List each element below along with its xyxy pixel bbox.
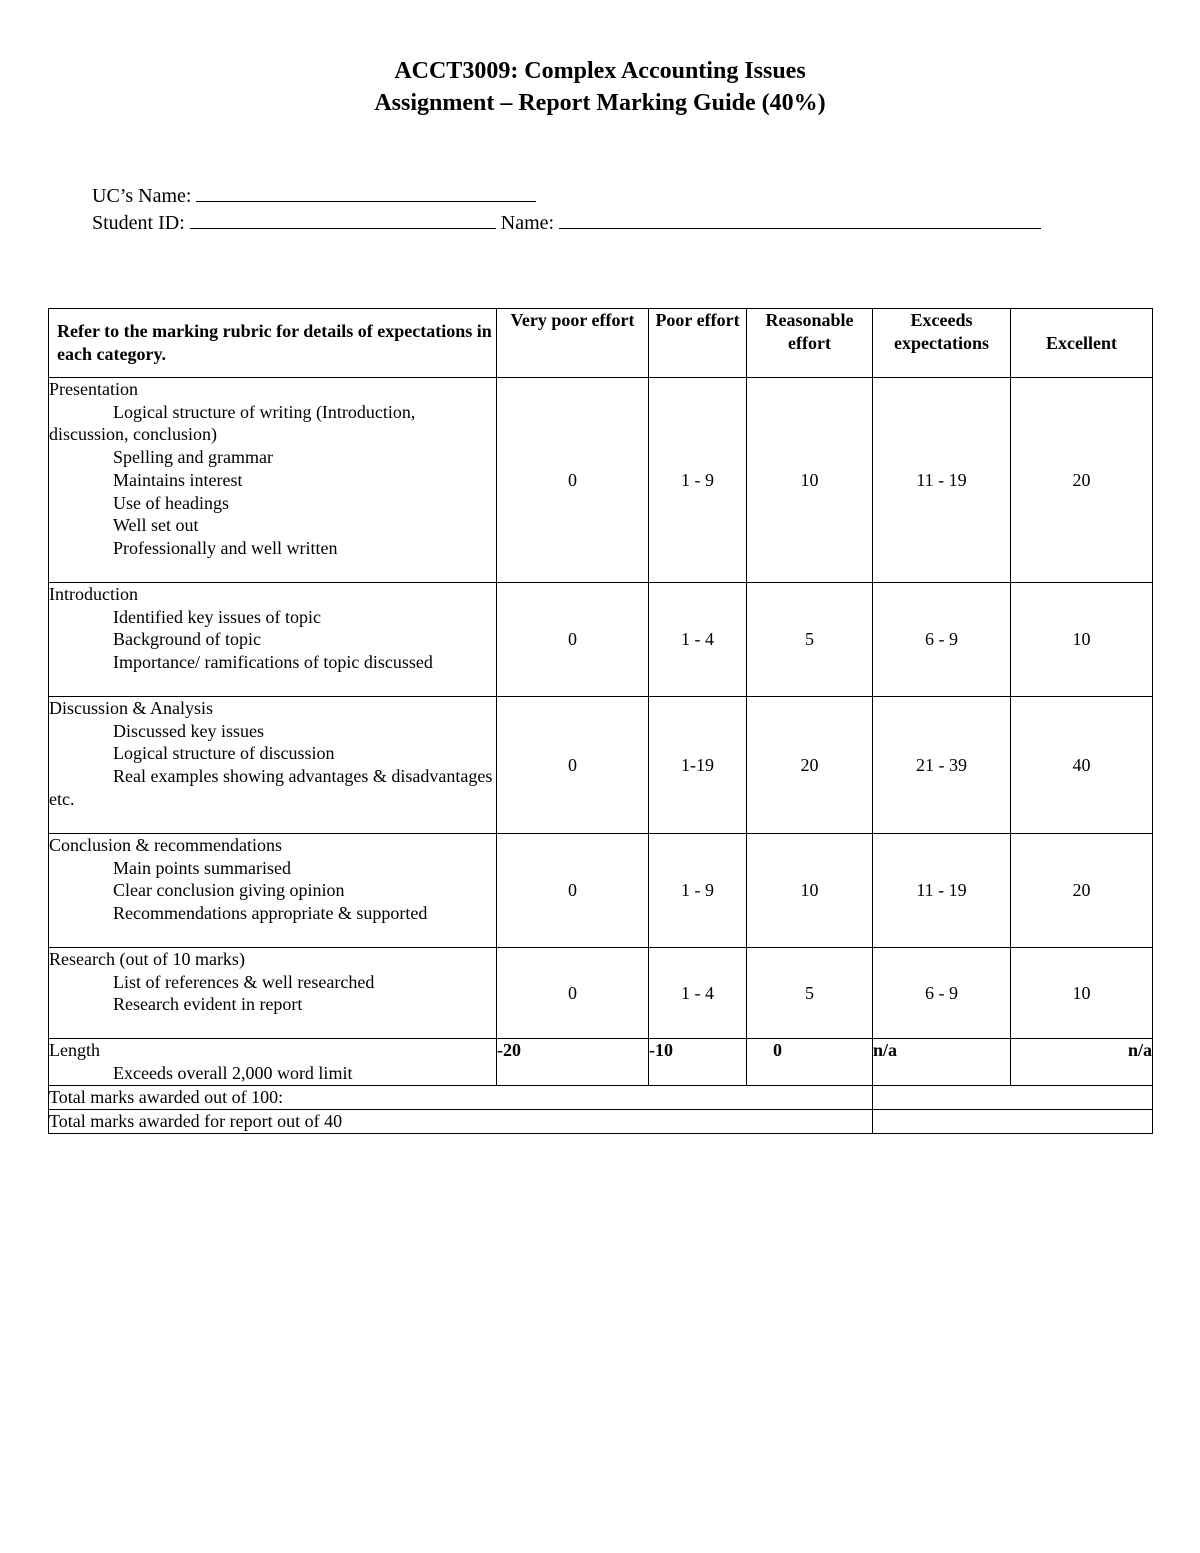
category-label: Length [49,1040,100,1060]
category-label: Discussion & Analysis [49,698,214,718]
mark-cell: 0 [497,834,649,948]
col-very-poor: Very poor effort [497,309,649,378]
category-label: Presentation [49,379,138,399]
criterion-cell [49,378,497,583]
penalty-cell: 0 [747,1039,873,1086]
penalty-cell: n/a [1011,1039,1153,1086]
total-label-40: Total marks awarded for report out of 40 [49,1110,873,1134]
student-id-label: Student ID: [92,212,185,234]
table-row [49,834,1153,948]
criterion-item: Discussed key issues [113,720,264,741]
total-row-100 [49,1086,1153,1110]
student-id-input-line[interactable] [190,208,496,229]
table-row [49,697,1153,834]
mark-cell: 21 - 39 [873,697,1011,834]
mark-cell: 5 [747,948,873,1039]
penalty-cell: -10 [649,1039,747,1086]
criterion-cell [49,948,497,1039]
col-exceeds: Exceeds expectations [873,309,1011,378]
criterion-cell [49,834,497,948]
mark-cell: 6 - 9 [873,583,1011,697]
criterion-item: Clear conclusion giving opinion [113,880,345,901]
col-excellent: Excellent [1011,309,1153,378]
length-row [49,1039,1153,1086]
rubric-note: Refer to the marking rubric for details of expectations in each category. [49,309,497,378]
category-label: Research (out of 10 marks) [49,949,245,969]
criterion-item: Well set out [113,515,199,536]
name-label: Name: [500,212,555,234]
mark-cell: 0 [497,948,649,1039]
mark-cell: 1 - 4 [649,948,747,1039]
total-row-40 [49,1110,1153,1134]
marking-rubric-table [48,308,1153,1134]
mark-cell: 1 - 9 [649,378,747,583]
criterion-item: List of references & well researched [113,971,375,992]
criterion-item: Recommendations appropriate & supported [113,903,428,924]
criterion-item: Real examples showing advantages & disadvantages etc. [49,766,493,809]
total-label-100: Total marks awarded out of 100: [49,1086,873,1110]
mark-cell: 11 - 19 [873,834,1011,948]
col-reasonable: Reasonable effort [747,309,873,378]
table-header-row [49,309,1153,378]
criterion-item: Background of topic [113,629,261,650]
table-row [49,378,1153,583]
uc-name-field [92,181,536,209]
criterion-item: Maintains interest [113,469,243,490]
criterion-item: Importance/ ramifications of topic discussed [113,652,433,673]
criterion-item: Professionally and well written [113,537,338,558]
category-label: Conclusion & recommendations [49,835,282,855]
mark-cell: 40 [1011,697,1153,834]
mark-cell: 0 [497,583,649,697]
criterion-cell [49,697,497,834]
penalty-cell: n/a [873,1039,1011,1086]
mark-cell: 0 [497,378,649,583]
mark-cell: 10 [747,378,873,583]
category-label: Introduction [49,584,138,604]
mark-cell: 1-19 [649,697,747,834]
criterion-item: Research evident in report [113,994,303,1015]
document-title: ACCT3009: Complex Accounting Issues [394,58,806,84]
mark-cell: 5 [747,583,873,697]
criterion-item: Logical structure of writing (Introduction, discussion, conclusion) [49,401,416,445]
col-poor: Poor effort [649,309,747,378]
criterion-item: Main points summarised [113,857,291,878]
mark-cell: 20 [1011,378,1153,583]
criterion-cell [49,1039,497,1086]
criterion-item: Exceeds overall 2,000 word limit [113,1062,353,1083]
criterion-item: Logical structure of discussion [113,743,335,764]
mark-cell: 6 - 9 [873,948,1011,1039]
mark-cell: 10 [1011,583,1153,697]
mark-cell: 10 [1011,948,1153,1039]
mark-cell: 0 [497,697,649,834]
mark-cell: 11 - 19 [873,378,1011,583]
mark-cell: 10 [747,834,873,948]
table-row [49,583,1153,697]
penalty-cell: -20 [497,1039,649,1086]
total-value-cell[interactable] [873,1086,1153,1110]
criterion-cell [49,583,497,697]
criterion-item: Spelling and grammar [113,447,273,468]
mark-cell: 20 [1011,834,1153,948]
document-subtitle: Assignment – Report Marking Guide (40%) [374,90,826,116]
mark-cell: 1 - 9 [649,834,747,948]
student-id-field [92,208,1041,236]
criterion-item: Use of headings [113,492,229,513]
uc-name-label: UC’s Name: [92,185,192,207]
name-input-line[interactable] [559,208,1041,229]
criterion-item: Identified key issues of topic [113,606,321,627]
mark-cell: 20 [747,697,873,834]
table-row [49,948,1153,1039]
total-value-cell[interactable] [873,1110,1153,1134]
mark-cell: 1 - 4 [649,583,747,697]
uc-name-input-line[interactable] [196,181,536,202]
